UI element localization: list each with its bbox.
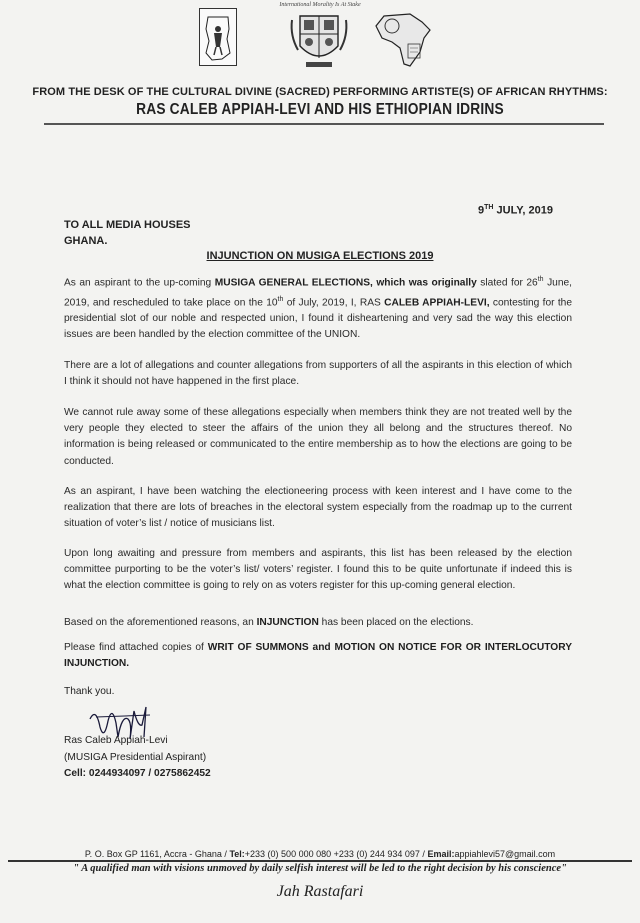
p1-sup-d: th: [277, 295, 284, 303]
header-line-1: FROM THE DESK OF THE CULTURAL DIVINE (SACRED) PERFORMING ARTISTE(S) OF AFRICAN RHYTHMS:: [32, 86, 608, 98]
date-day: 9: [478, 204, 485, 217]
footer-signoff: Jah Rastafari: [276, 883, 364, 900]
ghana-map-logo: [199, 8, 237, 66]
footer-contact: [0, 849, 640, 859]
p6-bold-b: INJUNCTION: [256, 617, 319, 628]
footer-po-box: P. O. Box GP 1161, Accra - Ghana /: [84, 849, 230, 859]
footer-divider: [8, 860, 632, 862]
footer-tel-label: Tel:: [229, 849, 245, 859]
paragraph-3: We cannot rule away some of these allegations especially when members think they are not treated well by the very people they elected to steer the affairs of the union they all belong and the structures thereof. No information is being released or communicated to the entire membership as to how the elections are going to be conducted.: [64, 407, 572, 467]
p1-bold-b: MUSIGA GENERAL ELECTIONS, which was originally: [214, 277, 477, 289]
header-divider: [44, 123, 604, 125]
p1-text-a: As an aspirant to the up-coming: [64, 277, 215, 289]
p1-bold-f: CALEB APPIAH-LEVI,: [384, 296, 490, 308]
addressee: [64, 217, 191, 249]
signatory-cell: Cell: 0244934097 / 0275862452: [64, 768, 211, 779]
coat-of-arms-logo: [286, 6, 352, 72]
footer-email: appiahlevi57@gmail.com: [454, 849, 556, 859]
paragraph-4: As an aspirant, I have been watching the electioneering process with keen interest and I have come to the realization that there are lots of breaches in the electoral system especially from the roadmap up to the current situation of voter’s list / notice of musicians list.: [64, 486, 572, 530]
africa-map-logo: [370, 8, 438, 70]
paragraph-2: There are a lot of allegations and counter allegations from supporters of all the aspirants in this election of which I think it should not have happened in the first place.: [64, 360, 572, 388]
letter-title: INJUNCTION ON MUSIGA ELECTIONS 2019: [206, 250, 434, 262]
footer-email-label: Email:: [427, 849, 455, 859]
date-rest: JULY, 2019: [493, 204, 553, 217]
signatory-role: (MUSIGA Presidential Aspirant): [64, 751, 207, 763]
paragraph-7: [64, 640, 572, 672]
motto: International Morality Is At Stake: [279, 2, 361, 8]
p1-sup-c: th: [537, 276, 544, 283]
paragraph-1: [64, 272, 572, 344]
date-suffix: TH: [484, 204, 494, 211]
p6-text-a: Based on the aforementioned reasons, an: [64, 617, 257, 628]
footer-quote: " A qualified man with visions unmoved by daily selfish interest will be led to the right decision by his conscience": [73, 863, 567, 874]
p1-text-g: contesting for the presidential slot of our noble and respected union, I found it disheartening and very sad the way this election issues are been handled by the election committee of the UNION.: [64, 296, 572, 341]
p1-text-c: slated for 26: [476, 277, 538, 289]
p1-text-d: June, 2019, and rescheduled to take place on the 10: [64, 277, 572, 308]
p1-text-e: of July, 2019, I, RAS: [283, 296, 385, 308]
p7-text-a: Please find attached copies of: [64, 642, 208, 653]
signatory-name: Ras Caleb Appiah-Levi: [64, 735, 168, 746]
addressee-line-1: TO ALL MEDIA HOUSES: [64, 219, 191, 231]
addressee-line-2: GHANA.: [64, 235, 108, 247]
paragraph-5: Upon long awaiting and pressure from members and aspirants, this list has been released by the election committee purporting to be the voter’s list/ voters’ register. I found this to be quite unfortunate if indeed this is what the election committee is going to rely on as voters register for this up-coming general election.: [64, 548, 572, 592]
letter-date: [478, 204, 553, 217]
p6-text-c: has been placed on the elections.: [318, 617, 474, 628]
footer-tel: +233 (0) 500 000 080 +233 (0) 244 934 097 /: [244, 849, 428, 859]
paragraph-6: [64, 615, 572, 631]
closing-thanks: Thank you.: [64, 686, 115, 697]
header-line-2: RAS CALEB APPIAH-LEVI AND HIS ETHIOPIAN IDRINS: [136, 101, 504, 118]
p7-bold-b: WRIT OF SUMMONS and MOTION ON NOTICE FOR OR INTERLOCUTORY INJUNCTION.: [64, 642, 573, 670]
signatory-block: [64, 733, 211, 783]
